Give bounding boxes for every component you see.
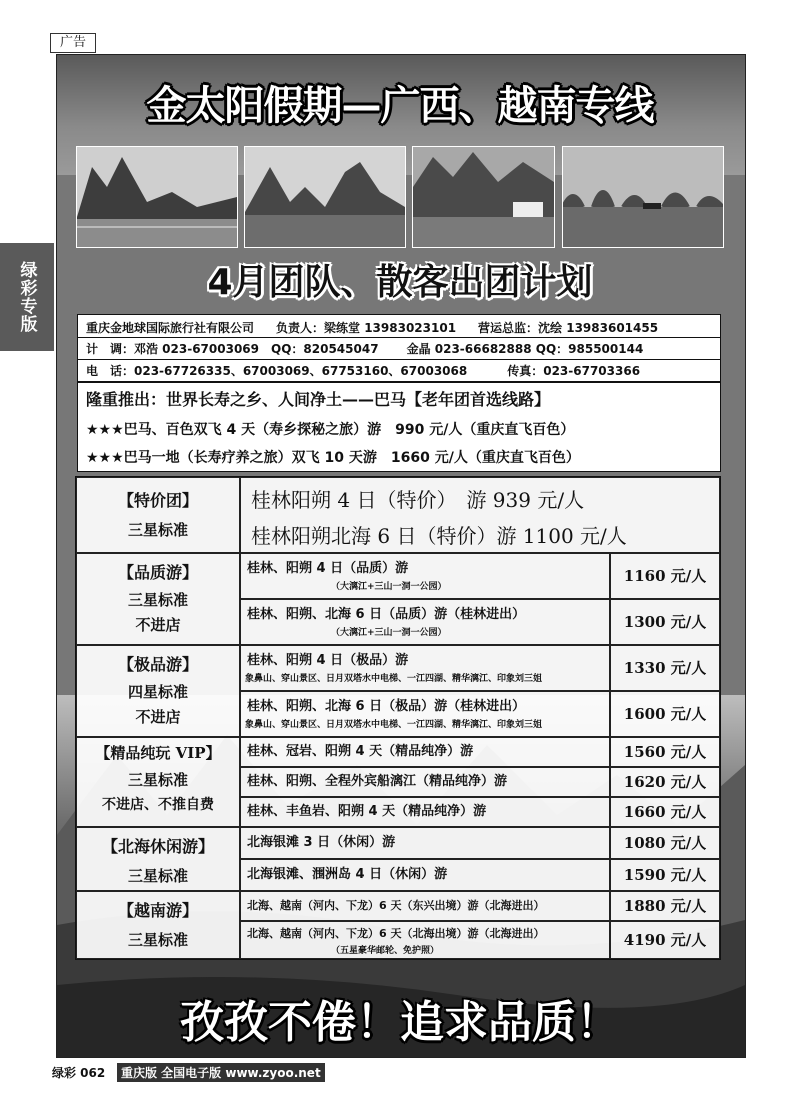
route-price: 1560 元/人 bbox=[610, 737, 720, 767]
route-name: 桂林、阳朔 4 日（品质）游 bbox=[247, 561, 409, 576]
grade-label: 三星标准 bbox=[127, 521, 188, 539]
landscape-photo-icon bbox=[413, 147, 554, 247]
phone-contact: 电 话：023-67726335、67003069、67753160、67003068 bbox=[86, 363, 468, 378]
route-cell bbox=[240, 691, 610, 737]
featured-headline: 隆重推出：世界长寿之乡、人间净土——巴马【老年团首选线路】 bbox=[86, 390, 551, 409]
footer-website: 重庆版 全国电子版 www.zyoo.net bbox=[117, 1063, 325, 1082]
route-cell bbox=[240, 599, 610, 645]
director-contact: 营运总监：沈绘 13983601455 bbox=[478, 320, 659, 335]
featured-line-2: ★★★巴马一地（长寿疗养之旅）双飞 10 天游 1660 元/人（重庆直飞百色） bbox=[86, 450, 580, 466]
featured-box bbox=[77, 382, 721, 472]
route-cell bbox=[240, 859, 610, 891]
special-route-1: 桂林阳朔 4 日（特价） 游 939 元/人 bbox=[251, 488, 585, 512]
route-cell bbox=[240, 553, 610, 599]
grade-label: 三星标准 bbox=[127, 867, 188, 885]
route-name: 桂林、冠岩、阳朔 4 天（精品纯净）游 bbox=[247, 744, 474, 759]
route-note: （五星豪华邮轮、免护照） bbox=[331, 946, 440, 956]
photo-river-karst bbox=[76, 146, 238, 248]
photo-village-bridge bbox=[412, 146, 555, 248]
route-note: （大漓江+三山一洞一公园） bbox=[331, 628, 447, 638]
route-cell bbox=[240, 645, 610, 691]
category-label: 【特价团】 bbox=[117, 491, 198, 510]
route-price: 1330 元/人 bbox=[610, 645, 720, 691]
category-cell-vip bbox=[76, 737, 240, 827]
special-route-2: 桂林阳朔北海 6 日（特价）游 1100 元/人 bbox=[251, 524, 627, 548]
route-price: 1590 元/人 bbox=[610, 859, 720, 891]
featured-line-1: ★★★巴马、百色双飞 4 天（寿乡探秘之旅）游 990 元/人（重庆直飞百色） bbox=[86, 422, 575, 438]
side-tab-label: 绿彩专版 bbox=[16, 261, 37, 333]
extra-label: 不进店 bbox=[135, 708, 181, 726]
route-price: 1880 元/人 bbox=[610, 891, 720, 921]
route-cell bbox=[240, 921, 610, 959]
route-note: 象鼻山、穿山景区、日月双塔水中电梯、一江四湖、精华漓江、印象刘三姐 bbox=[245, 674, 543, 684]
jinpin-contact: 金晶 023-66682888 QQ：985500144 bbox=[406, 342, 644, 356]
ad-tag: 广告 bbox=[50, 33, 96, 53]
manager-contact: 负责人：梁练堂 13983023101 bbox=[276, 320, 457, 335]
grade-label: 三星标准 bbox=[127, 771, 188, 789]
route-price: 1080 元/人 bbox=[610, 827, 720, 859]
route-note: （大漓江+三山一洞一公园） bbox=[331, 582, 447, 592]
dispatch-contact: 计 调：邓浩 023-67003069 QQ：820545047 bbox=[86, 342, 379, 356]
landscape-photo-icon bbox=[563, 147, 723, 247]
route-price: 1300 元/人 bbox=[610, 599, 720, 645]
subtitle: 4月团队、散客出团计划 bbox=[207, 262, 593, 303]
contact-row-2 bbox=[78, 338, 720, 359]
category-cell-special bbox=[76, 477, 240, 553]
route-name: 桂林、丰鱼岩、阳朔 4 天（精品纯净）游 bbox=[247, 804, 487, 819]
route-price: 4190 元/人 bbox=[610, 921, 720, 959]
route-name: 北海、越南（河内、下龙）6 天（东兴出境）游（北海进出） bbox=[247, 899, 545, 912]
route-name: 桂林、阳朔、北海 6 日（极品）游（桂林进出） bbox=[247, 699, 526, 714]
category-cell-premium bbox=[76, 645, 240, 737]
grade-label: 四星标准 bbox=[127, 683, 188, 701]
photo-peaks-lake bbox=[244, 146, 406, 248]
category-cell-quality bbox=[76, 553, 240, 645]
category-label: 【越南游】 bbox=[117, 901, 198, 920]
page-number: 绿彩 062 bbox=[52, 1066, 106, 1080]
category-label: 【极品游】 bbox=[117, 655, 198, 674]
extra-label: 不进店、不推自费 bbox=[102, 797, 214, 813]
route-price: 1620 元/人 bbox=[610, 767, 720, 797]
route-price: 1600 元/人 bbox=[610, 691, 720, 737]
route-note: 象鼻山、穿山景区、日月双塔水中电梯、一江四湖、精华漓江、印象刘三姐 bbox=[245, 720, 543, 730]
main-title: 金太阳假期—广西、越南专线 bbox=[146, 83, 654, 129]
slogan: 孜孜不倦！追求品质！ bbox=[180, 997, 620, 1048]
company-name: 重庆金地球国际旅行社有限公司 bbox=[86, 320, 255, 335]
route-cell bbox=[240, 797, 610, 827]
category-label: 【精品纯玩 VIP】 bbox=[95, 744, 221, 762]
route-name: 桂林、阳朔、北海 6 日（品质）游（桂林进出） bbox=[247, 607, 526, 622]
landscape-photo-icon bbox=[77, 147, 237, 247]
route-cell bbox=[240, 891, 610, 921]
route-cell bbox=[240, 767, 610, 797]
grade-label: 三星标准 bbox=[127, 931, 188, 949]
route-name: 北海银滩、涠洲岛 4 日（休闲）游 bbox=[247, 867, 448, 882]
category-cell-beihai bbox=[76, 827, 240, 891]
route-name: 北海、越南（河内、下龙）6 天（北海出境）游（北海进出） bbox=[247, 927, 545, 940]
route-cell bbox=[240, 737, 610, 767]
route-cell bbox=[240, 827, 610, 859]
special-routes-cell bbox=[240, 477, 720, 553]
route-price: 1160 元/人 bbox=[610, 553, 720, 599]
route-name: 北海银滩 3 日（休闲）游 bbox=[247, 835, 396, 850]
contact-row-1 bbox=[78, 317, 720, 337]
route-name: 桂林、阳朔、全程外宾船漓江（精品纯净）游 bbox=[247, 774, 508, 789]
category-cell-vietnam bbox=[76, 891, 240, 959]
category-label: 【品质游】 bbox=[117, 563, 198, 582]
contact-row-3 bbox=[78, 360, 720, 380]
category-label: 【北海休闲游】 bbox=[101, 837, 214, 856]
extra-label: 不进店 bbox=[135, 616, 181, 634]
grade-label: 三星标准 bbox=[127, 591, 188, 609]
route-price: 1660 元/人 bbox=[610, 797, 720, 827]
price-table bbox=[75, 476, 721, 960]
route-name: 桂林、阳朔 4 日（极品）游 bbox=[247, 653, 409, 668]
photo-halong-bay bbox=[562, 146, 724, 248]
landscape-photo-icon bbox=[245, 147, 405, 247]
contact-box bbox=[77, 314, 721, 382]
fax-contact: 传真：023-67703366 bbox=[507, 363, 641, 378]
